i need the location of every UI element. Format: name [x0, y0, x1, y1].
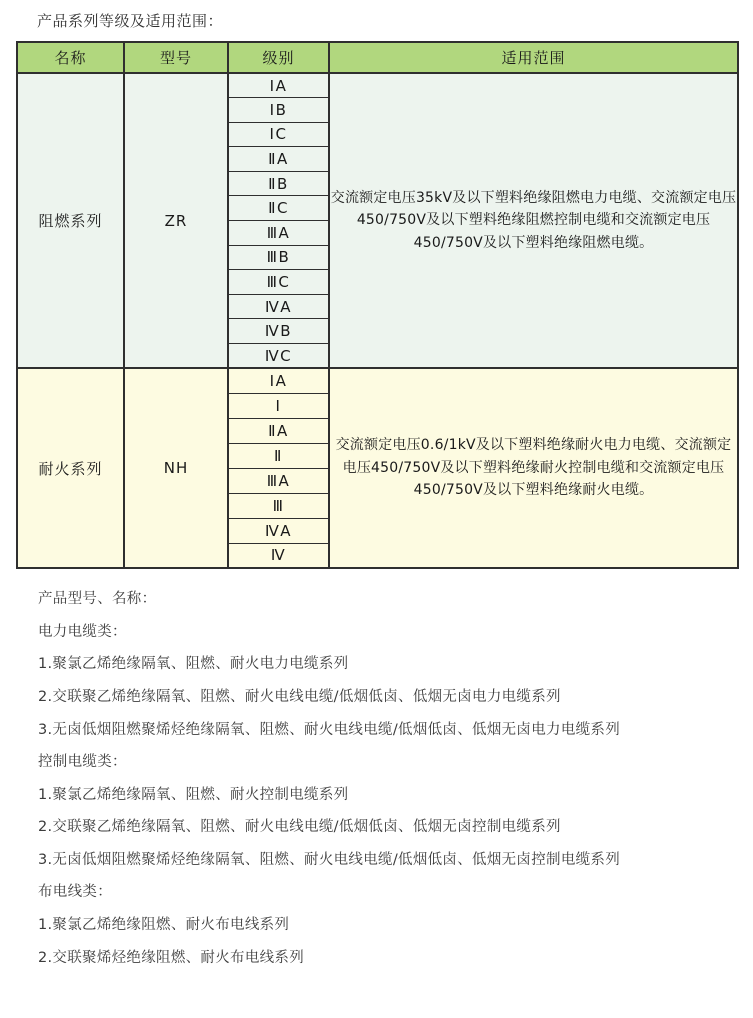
nh-grade-cell: Ⅲ — [228, 493, 329, 518]
zr-grade-cell: ⅣC — [228, 344, 329, 369]
table-row — [17, 73, 738, 98]
series-name-nh: 耐火系列 — [17, 368, 124, 568]
table-header-row — [17, 42, 738, 73]
series-scope-zr: 交流额定电压35kV及以下塑料绝缘阻燃电力电缆、交流额定电压450/750V及以下塑料绝缘阻燃控制电缆和交流额定电压450/750V及以下塑料绝缘阻燃电缆。 — [329, 73, 738, 368]
col-header-grade: 级别 — [228, 42, 329, 73]
col-header-scope: 适用范围 — [329, 42, 738, 73]
note-item: 2.交联聚烯烃绝缘阻燃、耐火布电线系列 — [38, 949, 305, 966]
note-item: 1.聚氯乙烯绝缘阻燃、耐火布电线系列 — [38, 917, 290, 934]
note-item: 3.无卤低烟阻燃聚烯烃绝缘隔氧、阻燃、耐火电线电缆/低烟低卤、低烟无卤电力电缆系列 — [38, 721, 621, 738]
nh-grade-cell: Ⅱ — [228, 443, 329, 468]
note-item: 2.交联聚乙烯绝缘隔氧、阻燃、耐火电线电缆/低烟低卤、低烟无卤电力电缆系列 — [38, 688, 561, 705]
series-model-zr: ZR — [124, 73, 228, 368]
zr-grade-cell: ⅢB — [228, 245, 329, 270]
zr-grade-cell: ⅡC — [228, 196, 329, 221]
nh-grade-cell: Ⅰ — [228, 393, 329, 418]
zr-grade-cell: ⅢA — [228, 221, 329, 246]
nh-grade-cell: Ⅳ — [228, 543, 329, 568]
note-item: 2.交联聚乙烯绝缘隔氧、阻燃、耐火电线电缆/低烟低卤、低烟无卤控制电缆系列 — [38, 819, 561, 836]
notes-group-label-wiring: 布电线类： — [38, 884, 112, 901]
col-header-model: 型号 — [124, 42, 228, 73]
notes-group-label-control: 控制电缆类： — [38, 754, 127, 771]
notes-section — [38, 583, 737, 974]
nh-grade-cell: ⅠA — [228, 368, 329, 393]
table-row — [17, 368, 738, 393]
zr-grade-cell: ⅢC — [228, 270, 329, 295]
series-model-nh: NH — [124, 368, 228, 568]
zr-grade-cell: ⅠA — [228, 73, 329, 98]
zr-grade-cell: ⅠB — [228, 98, 329, 123]
series-scope-nh: 交流额定电压0.6/1kV及以下塑料绝缘耐火电力电缆、交流额定电压450/750V及以下塑料绝缘耐火控制电缆和交流额定电压450/750V及以下塑料绝缘耐火电缆。 — [329, 368, 738, 568]
note-item: 1.聚氯乙烯绝缘隔氧、阻燃、耐火电力电缆系列 — [38, 656, 349, 673]
col-header-name: 名称 — [17, 42, 124, 73]
section-nh — [17, 368, 738, 568]
note-item: 1.聚氯乙烯绝缘隔氧、阻燃、耐火控制电缆系列 — [38, 786, 349, 803]
zr-grade-cell: ⅡB — [228, 171, 329, 196]
product-series-table — [16, 41, 739, 569]
nh-grade-cell: ⅡA — [228, 418, 329, 443]
notes-group-label-power: 电力电缆类： — [38, 623, 127, 640]
zr-grade-cell: ⅣB — [228, 319, 329, 344]
series-name-zr: 阻燃系列 — [17, 73, 124, 368]
page-title: 产品系列等级及适用范围： — [37, 12, 224, 30]
nh-grade-cell: ⅢA — [228, 468, 329, 493]
section-zr — [17, 73, 738, 368]
zr-grade-cell: ⅠC — [228, 122, 329, 147]
notes-heading: 产品型号、名称： — [38, 591, 157, 608]
nh-grade-cell: ⅣA — [228, 518, 329, 543]
note-item: 3.无卤低烟阻燃聚烯烃绝缘隔氧、阻燃、耐火电线电缆/低烟低卤、低烟无卤控制电缆系列 — [38, 851, 621, 868]
zr-grade-cell: ⅡA — [228, 147, 329, 172]
zr-grade-cell: ⅣA — [228, 294, 329, 319]
